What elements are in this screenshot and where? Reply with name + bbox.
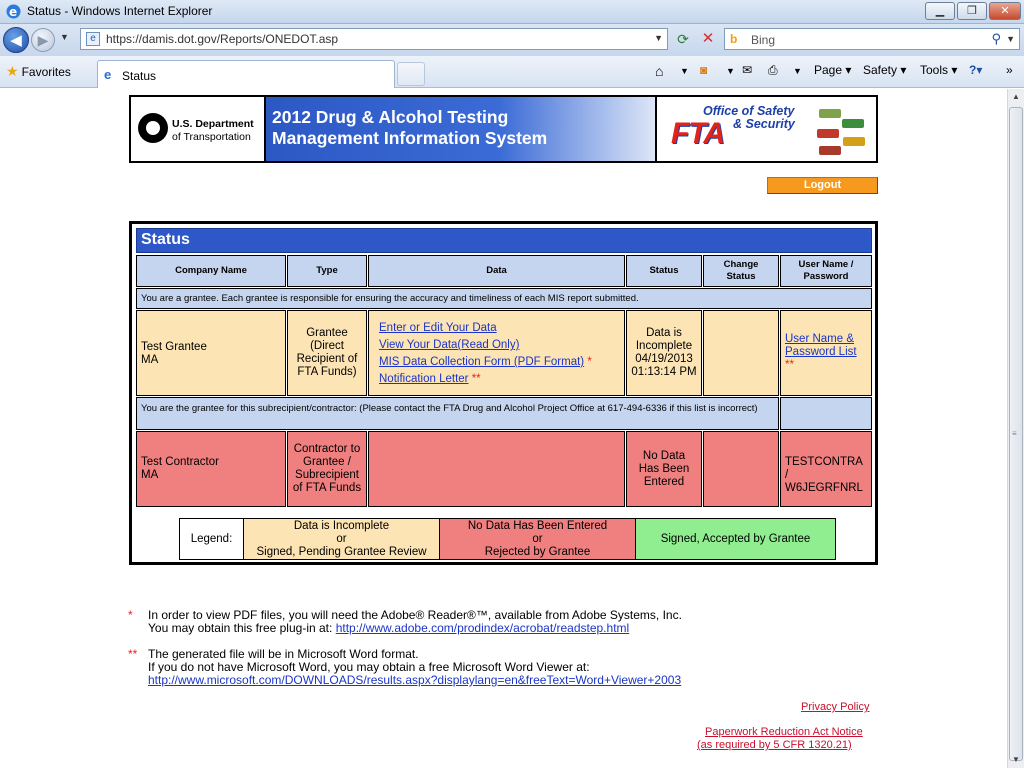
grantee-status: Data is Incomplete 04/19/2013 01:13:14 PM [626,310,702,396]
dot-seal-icon [138,113,168,143]
safety-menu-label: Safety [863,63,898,77]
tools-menu[interactable]: Tools ▾ [920,63,958,77]
privacy-policy-link[interactable]: Privacy Policy [801,701,870,713]
grantee-company [136,310,286,396]
word-note-line2: If you do not have Microsoft Word, you may obtain a free Microsoft Word Viewer at: [148,660,590,674]
banner-title-line1: 2012 Drug & Alcohol Testing [272,107,509,127]
grantee-change-status[interactable] [703,310,779,396]
rail-vehicle-icon [819,109,841,118]
header-data: Data [368,255,625,287]
header-change-status: Change Status [703,255,779,287]
page-content [0,89,1006,768]
grantee-type: Grantee (Direct Recipient of FTA Funds) [287,310,367,396]
legend-accepted [635,519,835,559]
office-line2: & Security [733,117,795,131]
header-company-name: Company Name [136,255,286,287]
forward-button[interactable]: ▶ [31,28,55,52]
bing-icon: b [730,32,738,46]
legend-label: Legend: [190,533,233,545]
star-icon: ★ [6,63,19,79]
grantee-user [780,310,872,396]
legend-incomplete-line2: or [336,532,347,545]
dot-logo [133,99,263,159]
notification-letter-link[interactable]: Notification Letter [379,373,469,385]
header-status: Status [626,255,702,287]
internet-explorer-icon [5,3,22,20]
enter-edit-data-link[interactable]: Enter or Edit Your Data [379,322,497,334]
contractor-user: TESTCONTRA / W6JEGRFNRL [780,431,872,507]
banner-title-line2: Management Information System [272,128,548,148]
scroll-up-icon[interactable]: ▲ [1012,92,1020,101]
feeds-icon[interactable]: ◙ [700,63,708,77]
status-header [136,228,872,253]
navigation-bar [0,24,1024,56]
tab-ie-icon: e [104,67,112,82]
word-note-mark: ** [128,647,138,661]
dot-name-line1: U.S. Department [172,118,254,130]
pdf-note-line2: You may obtain this free plug-in at: [148,621,333,635]
refresh-icon[interactable]: ⟳ [677,31,689,47]
contractor-type: Contractor to Grantee / Subrecipient of FTA Funds [287,431,367,507]
bus-vehicle-icon [842,119,864,128]
grantee-company-name: Test Grantee [141,341,207,353]
svg-text:e: e [9,5,18,19]
word-asterisk: ** [471,373,481,385]
page-banner [129,95,878,163]
feeds-dropdown-icon[interactable]: ▼ [726,66,735,76]
new-tab-button[interactable] [397,62,425,86]
page-menu-label: Page [814,63,843,77]
search-icon[interactable]: ⚲ [991,31,1001,46]
banner-title [264,97,657,161]
legend-incomplete-line1: Data is Incomplete [293,519,390,532]
legend-incomplete [243,519,439,559]
mis-form-pdf-link[interactable]: MIS Data Collection Form (PDF Format) [379,356,585,368]
office-line1: Office of Safety [703,104,795,118]
word-note [128,648,848,687]
contractor-change-status[interactable] [703,431,779,507]
fta-logo [659,99,874,159]
adobe-reader-link[interactable]: http://www.adobe.com/prodindex/acrobat/readstep.html [335,621,630,635]
address-bar[interactable] [80,28,668,50]
contractor-note: You are the grantee for this subrecipient/contractor: (Please contact the FTA Drug and Alcohol Project Office at 617-494-6336 if this list is incorrect) [136,397,779,430]
home-dropdown-icon[interactable]: ▼ [680,66,689,76]
mail-icon[interactable]: ✉ [742,63,753,77]
legend-no-data-line3: Rejected by Grantee [484,545,591,558]
pdf-asterisk: * [587,356,592,368]
scroll-down-icon[interactable]: ▼ [1012,755,1020,764]
paperwork-notice-link[interactable]: Paperwork Reduction Act Notice [705,726,863,738]
grantee-note: You are a grantee. Each grantee is responsible for ensuring the accuracy and timeliness of each MIS report submitted. [136,288,872,309]
tab-title: Status [122,69,157,83]
contractor-data [368,431,625,507]
legend-no-data-line2: or [532,532,543,545]
print-icon[interactable]: ⎙ [768,63,778,77]
legend-no-data [439,519,635,559]
pdf-note-line1: In order to view PDF files, you will need the Adobe® Reader®™, available from Adobe Systems, Inc. [148,608,682,622]
browser-tab[interactable] [97,60,395,88]
back-button[interactable]: ◀ [3,27,29,53]
print-dropdown-icon[interactable]: ▼ [793,66,802,76]
stop-icon[interactable]: ✕ [701,30,715,47]
dot-name-line2: of Transportation [172,131,251,143]
status-legend [179,518,836,560]
legend-accepted-line1: Signed, Accepted by Grantee [660,532,811,545]
header-type: Type [287,255,367,287]
pdf-note-mark: * [128,608,133,622]
user-password-list-link[interactable]: User Name & Password List [785,333,857,358]
vertical-scrollbar[interactable] [1007,89,1024,768]
search-input[interactable]: Bing [751,33,776,47]
cfr-link[interactable]: (as required by 5 CFR 1320.21) [697,739,852,751]
help-icon[interactable]: ?▾ [969,63,983,77]
contractor-company-state: MA [141,469,159,481]
contractor-company-name: Test Contractor [141,456,219,468]
status-title: Status [141,231,190,248]
close-window-button[interactable]: ✕ [989,2,1021,20]
favorites-bar [0,56,1024,88]
van-vehicle-icon [843,137,865,146]
window-title: Status - Windows Internet Explorer [27,4,213,18]
pdf-note [128,609,848,635]
view-data-link[interactable]: View Your Data(Read Only) [379,339,520,351]
address-dropdown-icon[interactable]: ▼ [654,33,663,43]
logout-button[interactable]: Logout [767,177,878,194]
minimize-button[interactable]: ▁ [925,2,955,20]
train-vehicle-icon [819,146,841,155]
tools-menu-label: Tools [920,63,949,77]
grantee-data-links [368,310,625,396]
header-user-password: User Name / Password [780,255,872,287]
user-list-asterisk: ** [785,359,794,371]
page-icon: e [86,32,100,46]
maximize-button[interactable]: ❐ [957,2,987,20]
history-dropdown-icon[interactable]: ▼ [60,32,69,42]
address-url[interactable]: https://damis.dot.gov/Reports/ONEDOT.asp [106,32,339,46]
title-bar [0,0,1024,24]
page-menu[interactable]: Page ▾ [814,63,852,77]
favorites-label: Favorites [21,65,71,79]
search-box[interactable] [724,28,1020,50]
toolbar-overflow-icon[interactable]: » [1006,63,1013,77]
contractor-status: No Data Has Been Entered [626,431,702,507]
scroll-grip-icon: ≡ [1012,429,1017,438]
tram-vehicle-icon [817,129,839,138]
contractor-note-spacer [780,397,872,430]
status-panel [129,221,878,565]
word-viewer-link[interactable]: http://www.microsoft.com/DOWNLOADS/results.aspx?displaylang=en&freeText=Word+Viewer+2003 [148,673,682,687]
home-icon[interactable]: ⌂ [655,63,664,79]
search-dropdown-icon[interactable]: ▼ [1006,34,1015,44]
legend-no-data-line1: No Data Has Been Entered [467,519,608,532]
legend-incomplete-line3: Signed, Pending Grantee Review [256,545,427,558]
favorites-button[interactable] [6,63,71,80]
word-note-line1: The generated file will be in Microsoft Word format. [148,647,419,661]
fta-logo-text: FTA [671,117,725,150]
contractor-company [136,431,286,507]
safety-menu[interactable]: Safety ▾ [863,63,907,77]
grantee-company-state: MA [141,354,159,366]
